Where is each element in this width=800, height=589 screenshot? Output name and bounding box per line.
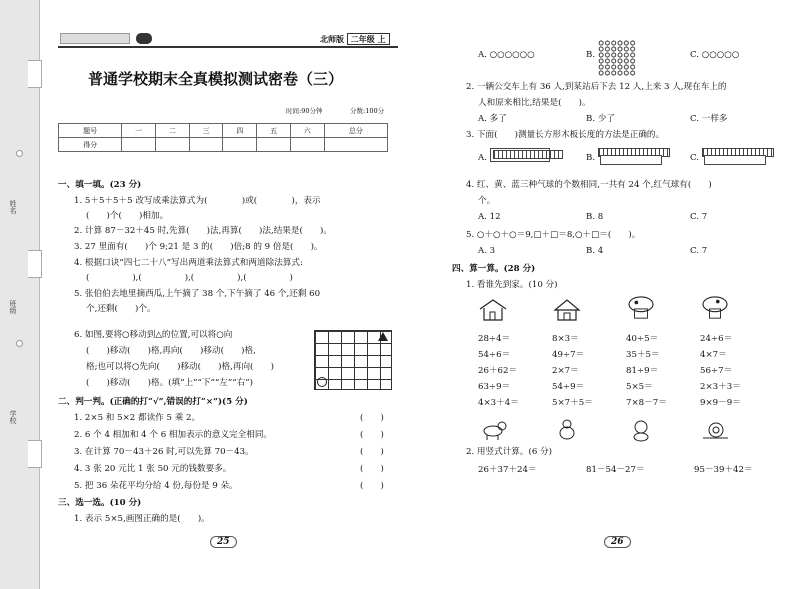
mushroom-house-icon xyxy=(700,296,730,320)
option: C. 一样多 xyxy=(690,114,728,124)
binding-hole xyxy=(16,150,23,157)
option: A. 多了 xyxy=(478,114,507,124)
calc-cell: 49÷7＝ xyxy=(552,350,585,360)
option: A. xyxy=(478,153,487,163)
binding-tab xyxy=(28,250,42,278)
board-b xyxy=(600,155,662,165)
q5-line1: 5. 张伯伯去地里摘西瓜,上午摘了 38 个,下午摘了 46 个,还剩 60 xyxy=(74,289,321,299)
class-label: 班级 xyxy=(9,300,17,314)
section-4-heading: 四、算一算。(28 分) xyxy=(452,264,536,274)
q5-line2: 个,还剩( )个。 xyxy=(86,304,156,314)
q1-line2: ( )个( )相加。 xyxy=(86,211,169,221)
choice-option-b: B. xyxy=(586,50,596,60)
vertical-calc: 81－54－27＝ xyxy=(586,465,645,475)
option: C. xyxy=(690,153,700,163)
binding-hole xyxy=(16,340,23,347)
score-cell[interactable] xyxy=(122,138,156,152)
q6-line2: ( )移动( )格,再向( )移动( )格, xyxy=(86,346,256,356)
score-header-cell: 总分 xyxy=(324,124,387,138)
r-q4-line2: 个。 xyxy=(478,196,496,206)
triangle-icon xyxy=(378,332,388,341)
judge-item: 1. 2×5 和 5×2 都读作 5 乘 2。 xyxy=(74,413,201,423)
snail-icon xyxy=(700,418,730,442)
answer-paren[interactable]: ( ) xyxy=(360,464,384,474)
calc-cell: 7×8－7＝ xyxy=(626,398,667,408)
calc-cell: 9×9－9＝ xyxy=(700,398,741,408)
section-1-heading: 一、填一填。(23 分) xyxy=(58,180,142,190)
school-label: 学校 xyxy=(9,410,17,424)
r-q4-line1: 4. 红、黄、蓝三种气球的个数相同,一共有 24 个,红气球有( ) xyxy=(466,180,712,190)
q6-line1: 6. 如图,要将○移动到△的位置,可以将○向 xyxy=(74,330,233,340)
exam-score: 分数:100分 xyxy=(350,107,385,115)
calc-cell: 40÷5＝ xyxy=(626,334,659,344)
judge-item: 5. 把 36 朵花平均分给 4 份,每份是 9 朵。 xyxy=(74,481,238,491)
monkey-icon xyxy=(626,418,656,442)
answer-paren[interactable]: ( ) xyxy=(360,447,384,457)
board-c xyxy=(704,155,766,165)
judge-item: 3. 在计算 70－43＋26 时,可以先算 70－43。 xyxy=(74,447,254,457)
calc-cell: 24÷6＝ xyxy=(700,334,733,344)
calc-cell: 28÷4＝ xyxy=(478,334,511,344)
option: B. 4 xyxy=(586,246,604,256)
header-rule xyxy=(58,46,398,48)
q4-line2: ( ),( ),( ),( ) xyxy=(86,273,293,283)
binding-tab xyxy=(28,60,42,88)
calc-cell: 4×3＋4＝ xyxy=(478,398,519,408)
mushroom-house-icon xyxy=(626,296,656,320)
option: A. 12 xyxy=(478,212,501,222)
house-icon xyxy=(478,298,508,322)
choice-q1: 1. 表示 5×5,画图正确的是( )。 xyxy=(74,514,210,524)
score-header-cell: 五 xyxy=(257,124,291,138)
brand-badge-icon xyxy=(136,33,152,44)
calc-cell: 8×3＝ xyxy=(552,334,579,344)
calc-cell: 63÷9＝ xyxy=(478,382,511,392)
calc-cell: 2×3＋3＝ xyxy=(700,382,741,392)
option: C. 7 xyxy=(690,212,708,222)
answer-paren[interactable]: ( ) xyxy=(360,413,384,423)
score-header-cell: 题号 xyxy=(59,124,122,138)
score-table xyxy=(58,123,388,152)
q2: 2. 计算 87－32＋45 时,先算( )法,再算( )法,结果是( )。 xyxy=(74,226,332,236)
score-cell[interactable] xyxy=(189,138,223,152)
calc-cell: 56÷7＝ xyxy=(700,366,733,376)
calc-cell: 26＋62＝ xyxy=(478,366,518,376)
q1-line1: 1. 5＋5＋5＋5 改写成乘法算式为( )或( )，表示 xyxy=(74,196,321,206)
option: A. 3 xyxy=(478,246,496,256)
q3: 3. 27 里面有( )个 9;21 是 3 的( )倍;8 的 9 倍是( )。 xyxy=(74,242,323,252)
score-header-cell: 二 xyxy=(156,124,190,138)
option: B. xyxy=(586,153,596,163)
dog-icon xyxy=(478,418,508,442)
ruler-a xyxy=(493,150,563,159)
answer-paren[interactable]: ( ) xyxy=(360,481,384,491)
binding-strip xyxy=(0,0,40,589)
calc-cell: 2×7＝ xyxy=(552,366,579,376)
section-2-heading: 二、判一判。(正确的打“√”,错误的打“×”)(5 分) xyxy=(58,397,248,407)
section-3-heading: 三、选一选。(10 分) xyxy=(58,498,142,508)
score-header-cell: 三 xyxy=(189,124,223,138)
score-cell[interactable] xyxy=(324,138,387,152)
circle-icon xyxy=(317,377,327,387)
calc-cell: 5×7＋5＝ xyxy=(552,398,593,408)
name-label: 姓名 xyxy=(9,200,17,214)
judge-item: 2. 6 个 4 相加和 4 个 6 相加表示的意义完全相同。 xyxy=(74,430,273,440)
house-icon xyxy=(552,298,582,322)
calc-cell: 5×5＝ xyxy=(626,382,653,392)
vertical-calc-heading: 2. 用竖式计算。(6 分) xyxy=(466,447,552,457)
chick-icon xyxy=(552,418,582,442)
option: B. 少了 xyxy=(586,114,615,124)
score-cell[interactable] xyxy=(290,138,324,152)
option: B. 8 xyxy=(586,212,604,222)
page-number-left: 25 xyxy=(210,536,237,548)
score-header-cell: 六 xyxy=(290,124,324,138)
r-q2-line1: 2. 一辆公交车上有 36 人,到某站后下去 12 人,上来 3 人,现在车上的 xyxy=(466,82,727,92)
score-cell[interactable] xyxy=(223,138,257,152)
vertical-calc: 26＋37＋24＝ xyxy=(478,465,537,475)
judge-item: 4. 3 张 20 元比 1 张 50 元的钱数要多。 xyxy=(74,464,232,474)
answer-paren[interactable]: ( ) xyxy=(360,430,384,440)
exam-title: 普通学校期末全真模拟测试密卷（三） xyxy=(88,70,344,88)
choice-option-c: C. ○○○○○ xyxy=(690,50,740,60)
calc-cell: 35＋5＝ xyxy=(626,350,660,360)
brand-logo xyxy=(60,33,130,44)
score-row-label: 得分 xyxy=(59,138,122,152)
page-number-right: 26 xyxy=(604,536,631,548)
score-cell[interactable] xyxy=(156,138,190,152)
calc-cell: 54÷6＝ xyxy=(478,350,511,360)
vertical-calc: 95－39＋42＝ xyxy=(694,465,753,475)
circle-array-icon xyxy=(598,40,636,76)
score-header-cell: 四 xyxy=(223,124,257,138)
score-header-cell: 一 xyxy=(122,124,156,138)
binding-tab xyxy=(28,440,42,468)
choice-option-a: A. ○○○○○○ xyxy=(478,50,535,60)
r-q3: 3. 下面( )测量长方形木板长度的方法是正确的。 xyxy=(466,130,665,140)
calc-cell: 81÷9＝ xyxy=(626,366,659,376)
calc-cell: 54÷9＝ xyxy=(552,382,585,392)
series-label: 北师版 二年级 上 xyxy=(320,34,390,45)
r-q2-line2: 人和原来相比,结果是( )。 xyxy=(478,98,591,108)
q6-line3: 格;也可以将○先向( )移动( )格,再向( ) xyxy=(86,362,274,372)
q6-line4: ( )移动( )格。(填“上”“下”“左”“右”) xyxy=(86,378,253,388)
option: C. 7 xyxy=(690,246,708,256)
r-q5: 5. ○＋○＋○＝9,□＋□＝8,○＋□＝( )。 xyxy=(466,230,641,240)
score-cell[interactable] xyxy=(257,138,291,152)
calc-cell: 4×7＝ xyxy=(700,350,727,360)
q4-line1: 4. 根据口诀“四七二十八”写出两道乘法算式和两道除法算式: xyxy=(74,258,303,268)
calc-subheading: 1. 看谁先到家。(10 分) xyxy=(466,280,558,290)
exam-time: 时间:90分钟 xyxy=(286,107,323,115)
